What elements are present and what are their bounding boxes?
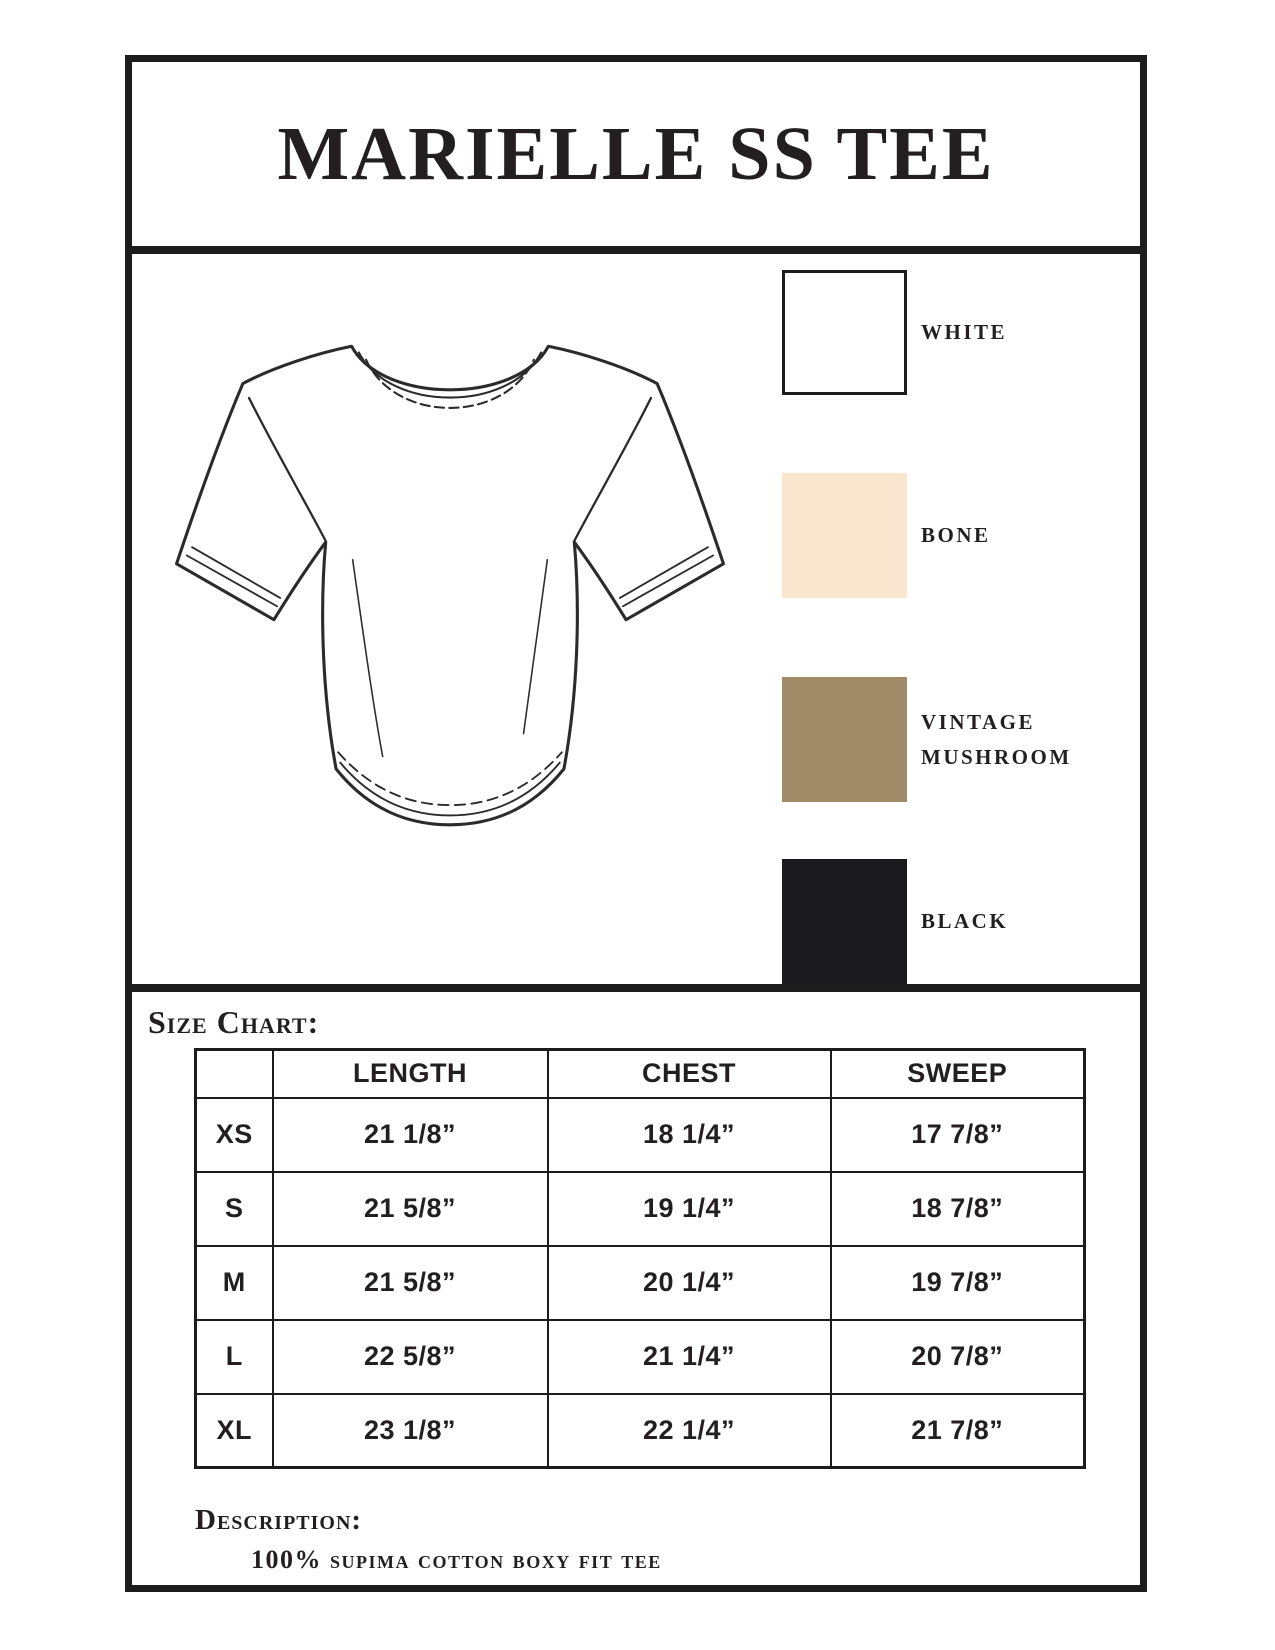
colorway-row-white	[782, 270, 1106, 395]
chest-cell: 19 1/4”	[548, 1172, 831, 1246]
size-chart-header-row	[196, 1050, 1085, 1098]
size-row-m	[196, 1246, 1085, 1320]
chest-column-header: CHEST	[548, 1050, 831, 1098]
size-column-header	[196, 1050, 273, 1098]
chest-cell: 22 1/4”	[548, 1394, 831, 1468]
sweep-column-header: SWEEP	[831, 1050, 1085, 1098]
chest-cell: 20 1/4”	[548, 1246, 831, 1320]
size-chart-heading: Size Chart:	[148, 1004, 320, 1040]
size-cell: XS	[196, 1098, 273, 1172]
colorway-row-bone	[782, 473, 1106, 598]
sweep-cell: 20 7/8”	[831, 1320, 1085, 1394]
chest-cell: 21 1/4”	[548, 1320, 831, 1394]
size-cell: M	[196, 1246, 273, 1320]
length-cell: 21 5/8”	[273, 1246, 548, 1320]
size-cell: L	[196, 1320, 273, 1394]
media-section	[132, 254, 1140, 992]
size-chart-table	[194, 1048, 1086, 1469]
chest-cell: 18 1/4”	[548, 1098, 831, 1172]
size-row-xs	[196, 1098, 1085, 1172]
size-chart-section	[132, 992, 1140, 1585]
description-heading: Description:	[195, 1504, 363, 1536]
description-block	[195, 1504, 662, 1575]
length-column-header: LENGTH	[273, 1050, 548, 1098]
colorway-row-vintage-mushroom	[782, 677, 1106, 802]
size-row-l	[196, 1320, 1085, 1394]
sweep-cell: 21 7/8”	[831, 1394, 1085, 1468]
color-swatch-vintage-mushroom	[782, 677, 907, 802]
color-label-vintage-mushroom: VINTAGE MUSHROOM	[921, 709, 1072, 769]
description-text: 100% supima cotton boxy fit tee	[251, 1545, 662, 1574]
tee-flat-sketch-illustration	[160, 290, 740, 850]
size-cell: S	[196, 1172, 273, 1246]
color-label-white: WHITE	[921, 320, 1008, 345]
color-label-bone: BONE	[921, 523, 991, 548]
colorway-row-black	[782, 859, 1106, 984]
sweep-cell: 17 7/8”	[831, 1098, 1085, 1172]
size-row-s	[196, 1172, 1085, 1246]
size-cell: XL	[196, 1394, 273, 1468]
spec-sheet-frame	[125, 55, 1147, 1592]
length-cell: 23 1/8”	[273, 1394, 548, 1468]
sweep-cell: 18 7/8”	[831, 1172, 1085, 1246]
color-swatch-bone	[782, 473, 907, 598]
sweep-cell: 19 7/8”	[831, 1246, 1085, 1320]
color-swatch-white	[782, 270, 907, 395]
color-label-black: BLACK	[921, 909, 1009, 934]
color-swatch-black	[782, 859, 907, 984]
length-cell: 21 1/8”	[273, 1098, 548, 1172]
title-section	[132, 62, 1140, 254]
length-cell: 21 5/8”	[273, 1172, 548, 1246]
size-row-xl	[196, 1394, 1085, 1468]
product-title: MARIELLE SS TEE	[277, 111, 995, 196]
length-cell: 22 5/8”	[273, 1320, 548, 1394]
